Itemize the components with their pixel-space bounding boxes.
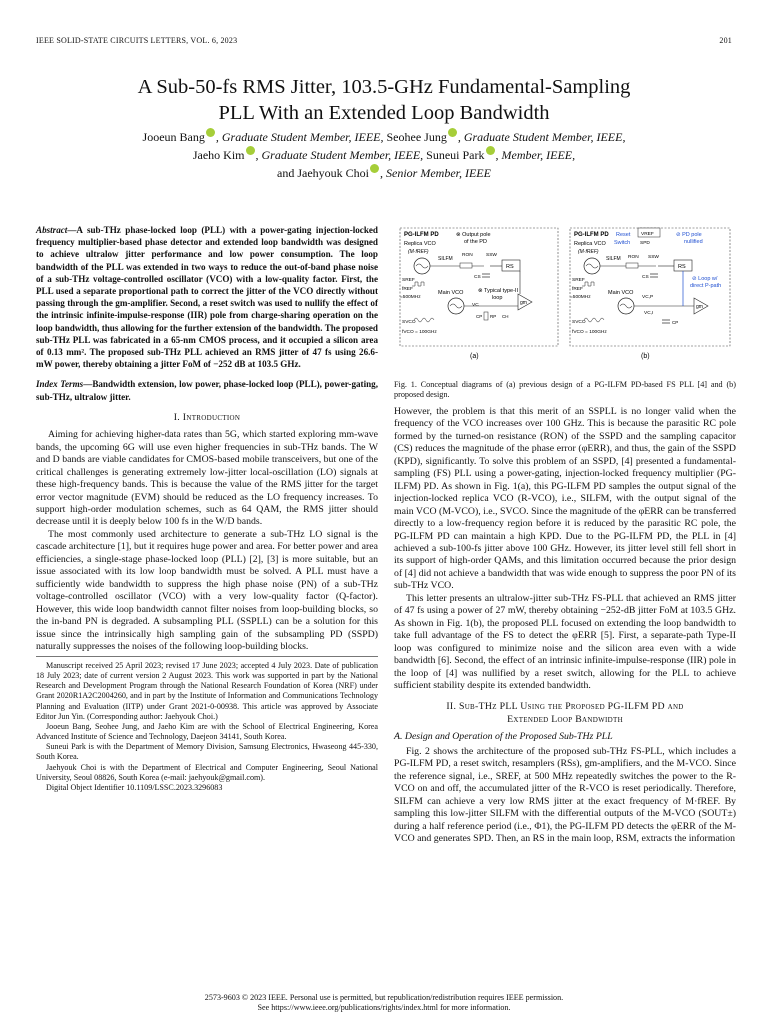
figure-1-diagram [394, 224, 736, 366]
resistor [460, 263, 472, 268]
author-name: and Jaehyouk Choi [277, 166, 369, 180]
fig-text: CS [474, 275, 481, 280]
author-role: , Graduate Student Member, IEEE, [255, 148, 424, 162]
right-paragraph-3: Fig. 2 shows the architecture of the proposed sub-THz FS-PLL, which includes a PG-ILFM PD, a reset switch, resamplers (RSs), gm-amplifiers, and the M-VCO. Since the reference signal, i.e., SREF, at 500 MHz repeatedly switches the power to the R-VCO on and off, the accumulated jitter of the R-VCO is reset periodically. Therefore, SILFM can achieve a very low RMS jitter at the exact frequency of M·fREF. By sampling this low-jitter SILFM with the differential outputs of the M-VCO (SOUT±) during a half reference period (i.e., Φ1), the PG-ILFM PD detects the φERR of the M-VCO and generates SPD. Then, an RS in the main loop, RSM, extracts the information [394, 745, 736, 844]
fig-text: SSW [648, 255, 659, 260]
fig-text: Replica VCO [574, 241, 606, 247]
sine-wave-icon [450, 304, 462, 308]
fig-text: loop [492, 295, 503, 301]
resistor [626, 263, 638, 268]
fig-text: RS [678, 264, 686, 270]
journal-name: IEEE SOLID-STATE CIRCUITS LETTERS, VOL. 6, 2023 [36, 36, 238, 45]
copyright-notice [36, 993, 732, 1013]
footnote-doi: Digital Object Identifier 10.1109/LSSC.2023.3296083 [46, 782, 223, 792]
fig-text: SREF [402, 278, 415, 283]
sine-wave-icon [586, 264, 598, 268]
fig-text: VREF [641, 232, 654, 237]
title-line-2: PLL With an Extended Loop Bandwidth [218, 102, 550, 124]
section-heading-introduction: I. Introduction [173, 411, 241, 423]
fig-text: SVCO [402, 320, 416, 325]
fig-text: SSW [486, 253, 497, 258]
right-column [394, 406, 736, 845]
author-name: Jaeho Kim [192, 148, 245, 162]
section-heading-2-line-2: Extended Loop Bandwidth [507, 713, 623, 725]
title-line-1: A Sub-50-fs RMS Jitter, 103.5-GHz Fundamental-Sampling [137, 76, 631, 98]
author-role: , Member, IEEE, [495, 148, 576, 162]
sine-wave-icon [620, 304, 632, 308]
fig-text: ⊘ PD pole [676, 232, 702, 238]
author-role: , Senior Member, IEEE [380, 166, 491, 180]
author-line-3 [60, 164, 708, 182]
fig-text: Switch [614, 240, 631, 246]
fig-text: nullified [684, 239, 703, 245]
fig-text: Replica VCO [404, 241, 436, 247]
index-terms [36, 378, 378, 402]
panel-label-a: (a) [470, 353, 479, 360]
footnote-affiliation-2: Suneui Park is with the Department of Memory Division, Samsung Electronics, Hwaseong 445-330, South Korea. [36, 742, 378, 762]
orcid-icon[interactable] [486, 146, 495, 155]
fig-text: VC [472, 303, 479, 308]
copyright-line-1: 2573-9603 © 2023 IEEE. Personal use is permitted, but republication/redistribution requires IEEE permission. [204, 993, 564, 1002]
footnotes [36, 656, 378, 793]
vco-waveform [584, 318, 604, 322]
orcid-icon[interactable] [370, 164, 379, 173]
figure-panel-a [400, 228, 558, 360]
right-paragraph-1: However, the problem is that this merit of an SSPLL is no longer valid when the frequency of the VCO increases over 100 GHz. This is because the parasitic RC pole formed by the turned-on resistance (RON) of the SSPD and the sampling capacitor (CS) reduces the magnitude of the phase error (φERR), and thus, the gain of the SSPD (KPD), significantly. To solve this problem of an SSPD, [4] presented a fundamental-sampling (FS) PLL using a power-gating, injection-locked frequency multiplier (PG-ILFM) PD. As shown in Fig. 1(a), this PG-ILFM PD samples the output signal of the injection-locked replica VCO (R-VCO), i.e., SILFM, with the output signal of the main VCO (M-VCO), i.e., SVCO. Since the magnitude of the φERR can be transferred directly to a low-frequency region before it is reduced by the parasitic RC pole, the PG-ILFM PD can maintain a high KPD. Due to the PG-ILFM PD, the PLL in [4] achieved a sub-100-fs jitter above 100 GHz. However, its jitter level still fell short in its support of high-order QAMs, and this limitation occurred because the prior design of [4] did not achieve a bandwidth that was wide enough to suppress the poor PN of its sub-THz VCO. [394, 406, 736, 592]
abstract [36, 224, 378, 370]
page-number: 201 [719, 36, 732, 45]
fig-text: CH [502, 314, 509, 319]
fig-text: RON [462, 253, 473, 258]
footnote-affiliation-3: Jaehyouk Choi is with the Department of Electrical and Computer Engineering, Seoul National University, Seoul 08826, South Korea (e-mail: jaehyouk@gmail.com). [36, 762, 378, 782]
fig-text: ⊗ Typical type-II [478, 288, 518, 294]
right-paragraph-2: This letter presents an ultralow-jitter sub-THz FS-PLL that achieved an RMS jitter of 47 fs using a power of 27 mW, thereby obtaining −252-dB jitter FoM at 103.5 GHz. As shown in Fig. 1(b), the proposed PLL focused on extending the loop bandwidth to take full advantage of the FS to detect the φERR [5]. First, a separate-path Type-II loop was configured to minimize noise and the silicon area even with a wide bandwidth [6]. Second, the effect of an intrinsic infinite-impulse-response (IIR) pole in the loop of [4] was nullified by a reset switch, allowing for the PLL to achieve sufficient stability despite its extended bandwidth. [394, 592, 736, 691]
index-terms-text: —Bandwidth extension, low power, phase-locked loop (PLL), power-gating, sub-THz, ultralow jitter. [36, 379, 378, 402]
section-heading-2 [394, 701, 736, 726]
fig-text: PG-ILFM PD [404, 232, 439, 238]
fig-text: fVCO = 100GHz [572, 330, 607, 335]
footnote-affiliation-1: Jooeun Bang, Seohee Jung, and Jaeho Kim are with the School of Electrical Engineering, Korea Advanced Institute of Science and Technology, Daejeon 34141, South Korea. [36, 721, 378, 742]
running-header [36, 36, 732, 45]
abstract-text: —A sub-THz phase-locked loop (PLL) with a power-gating injection-locked frequency multiplier-based phase detector and extended loop bandwidth was designed to achieve ultralow jitter performance and low power consumption. The loop bandwidth of the PLL was extended in two ways to reduce the out-of-band phase noise of a sub-THz voltage-controlled oscillator (VCO) with a low-quality factor. First, the PLL used a separate proportional path to correct the jitter of the VCO directly without passing through the gm-amplifier. Second, a reset switch was used to nullify the effect of the intrinsic infinite-impulse-response (IIR) pole from charge-sharing operation on the loop bandwidth, thus allowing for the further extension of the bandwidth. The proposed sub-THz PLL was fabricated in a 65-nm CMOS process, and it occupied a silicon area of 0.13 mm². The proposed sub-THz PLL achieved an RMS jitter of 47 fs using 26.6-mW power, thereby obtaining a jitter FoM of −252 dB at 103.5 GHz. [36, 225, 378, 370]
footnote-manuscript: Manuscript received 25 April 2023; revised 17 June 2023; accepted 4 July 2023. Date of publication 18 July 2023; date of current version 2 August 2023. This work was supported in part by the National Research and Development Program through the National Research Foundation of Korea (NRF) under Grant 2020R1A2C2004260, and in part by the Institute of Information and Communications Technology Planning and Evaluation (IITP) under Grant 2021-0-00938. This article was approved by Associate Editor Jun Yin. (Corresponding author: Jaehyouk Choi.) [36, 661, 378, 721]
author-line-1 [60, 128, 708, 146]
fig-text: SILFM [606, 256, 621, 262]
left-column [36, 224, 378, 653]
fig-text: gm [520, 300, 527, 306]
figure-1-caption: Fig. 1. Conceptual diagrams of (a) previous design of a PG-ILFM PD-based FS PLL [4] and (b) proposed design. [394, 380, 736, 400]
author-role: , Graduate Student Member, IEEE, [215, 130, 384, 144]
fig-text: ⊘ Loop w/ [692, 276, 718, 282]
fig-text: (M·fREF) [408, 249, 429, 255]
author-role: , Graduate Student Member, IEEE, [457, 130, 626, 144]
fig-text: SILFM [438, 256, 453, 262]
fig-text: PG-ILFM PD [574, 232, 609, 238]
resistor [484, 312, 488, 320]
figure-panel-b [570, 228, 730, 360]
fig-text: =500MHz [570, 295, 591, 300]
fig-text: CP [672, 320, 679, 325]
fig-text: RON [628, 255, 639, 260]
author-list [60, 128, 708, 182]
intro-paragraph-2: The most commonly used architecture to generate a sub-THz LO signal is the cascade architecture [1], but it requires huge power and area. For better power and area efficiencies, a single-stage phase-locked loop (PLL) [2], [3] is more suitable, but an issue associated with its low loop bandwidth must be solved. A PLL must have a sufficiently wide bandwidth to suppress the high phase noise (PN) of a sub-THz voltage-controlled oscillator (VCO) with a very low-quality factor (Q-factor). However, this wide loop bandwidth cannot filter noises from loop-building blocks, so the in-band PN is degraded. A subsampling PLL (SSPLL) can be a solution for this issue since the intrinsically high sampling gain of the subsampling PD (SSPD) naturally suppresses the noises of the following loop-building blocks. [36, 528, 378, 652]
fig-text: CS [642, 275, 649, 280]
vco-waveform [414, 318, 434, 322]
author-name: Jooeun Bang [142, 130, 205, 144]
fig-text: Reset [616, 232, 631, 238]
panel-label-b: (b) [641, 353, 650, 360]
fig-text: (M·fREF) [578, 249, 599, 255]
fig-text: Main VCO [438, 290, 464, 296]
fig-text: SREF [572, 278, 585, 283]
fig-text: fREF [572, 287, 583, 292]
fig-text: fVCO = 100GHz [402, 330, 437, 335]
author-name: Suneui Park [423, 148, 485, 162]
paper-title [60, 74, 708, 126]
section-heading-2-line-1: II. Sub-THz PLL Using the Proposed PG-ILFM PD and [446, 701, 684, 713]
fig-text: SPD [640, 241, 650, 246]
fig-text: CP [476, 314, 483, 319]
fig-text: RP [490, 314, 497, 319]
author-line-2 [60, 146, 708, 164]
fig-text: ⊗ Output pole [456, 232, 491, 238]
fig-text: fREF [402, 287, 413, 292]
fig-text: SVCO [572, 320, 586, 325]
fig-text: =500MHz [400, 295, 421, 300]
fig-text: direct P-path [690, 283, 722, 289]
orcid-icon[interactable] [448, 128, 457, 137]
orcid-icon[interactable] [246, 146, 255, 155]
fig-text: VC,P [642, 295, 654, 300]
copyright-line-2: See https://www.ieee.org/publications/rights/index.html for more information. [257, 1003, 511, 1012]
fig-text: of the PD [464, 239, 487, 245]
fig-text: Main VCO [608, 290, 634, 296]
fig-text: gm [696, 304, 703, 310]
fig-text: VC,I [644, 311, 654, 316]
index-terms-lead: Index Terms [36, 379, 84, 390]
fig-text: RS [506, 264, 514, 270]
abstract-lead: Abstract [36, 225, 68, 235]
author-name: Seohee Jung [383, 130, 447, 144]
orcid-icon[interactable] [206, 128, 215, 137]
intro-paragraph-1: Aiming for achieving higher-data rates than 5G, which started exploring mm-wave bands, the upcoming 6G will use even higher frequencies in sub-THz bands. The W and D bands are viable candidates for CMOS-based mobile transceivers, but one of the critical challenges is generating extremely low-jitter local-oscillation (LO) signals at these high-frequency bands. This is because the value of the RMS jitter for the target error vector magnitude (EVM) should be reduced as the LO frequency increases. To support high-order modulation schemes, such as 64 QAM, the RMS jitter should decrease until it is deeply below 100 fs in the W/D bands. [36, 429, 378, 528]
sine-wave-icon [416, 264, 428, 268]
subsection-heading-a: A. Design and Operation of the Proposed Sub-THz PLL [394, 731, 613, 743]
